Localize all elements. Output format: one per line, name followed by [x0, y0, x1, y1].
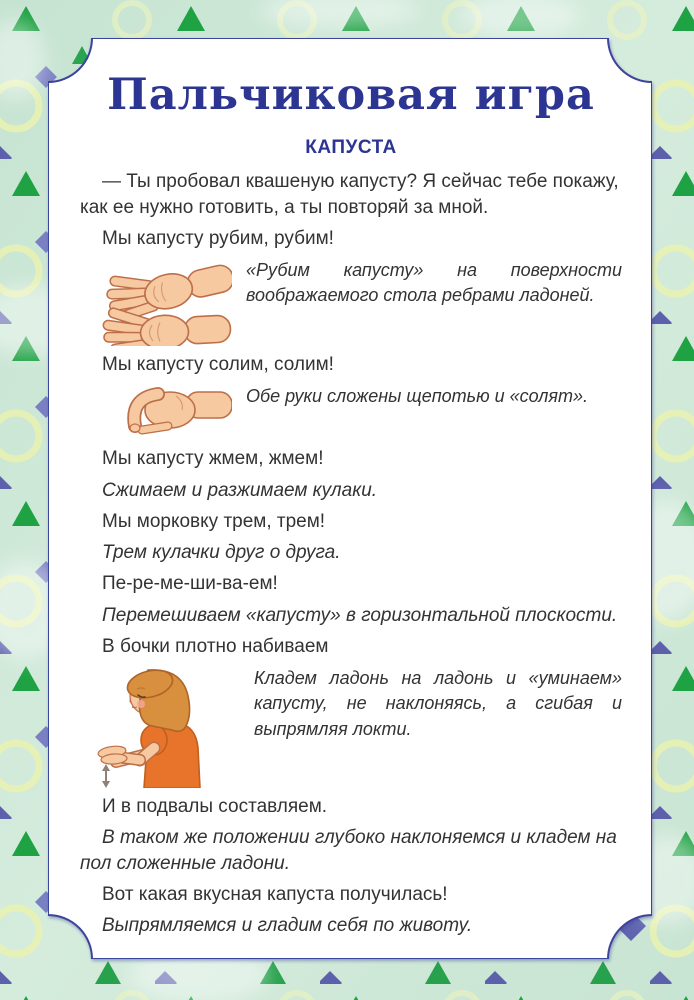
- card-content: [48, 38, 652, 959]
- intro-paragraph: — Ты пробовал квашеную капусту? Я сейчас тебе покажу, как ее нужно готовить, а ты повторяй за мной.: [80, 171, 619, 218]
- motion-arrow-icon: [102, 764, 110, 788]
- verse-line-4: Мы морковку трем, трем!: [102, 510, 326, 532]
- verse-line-6: В бочки плотно набиваем: [102, 635, 329, 657]
- girl-pressing-icon: [90, 662, 240, 788]
- chopping-hands-icon: [100, 254, 232, 346]
- section-title: КАПУСТА: [305, 137, 397, 159]
- figure-caption-3: Кладем ладонь на ладонь и «уминаем» капусту, не наклоняясь, а сгибая и выпрямляя локти.: [254, 668, 622, 739]
- instruction-note-3: Перемешиваем «капусту» в горизонтальной плоскости.: [102, 604, 618, 626]
- figure-caption-2: Обе руки сложены щепотью и «солят».: [246, 386, 589, 407]
- figure-caption-1: «Рубим капусту» на поверхности воображаемого стола ребрами ладоней.: [246, 260, 622, 306]
- instruction-note-1: Сжимаем и разжимаем кулаки.: [102, 479, 378, 501]
- verse-line-8: Вот какая вкусная капуста получилась!: [102, 884, 448, 906]
- verse-line-5: Пе-ре-ме-ши-ва-ем!: [102, 573, 278, 595]
- instruction-note-2: Трем кулачки друг о друга.: [102, 542, 341, 564]
- page-title: Пальчиковая игра: [107, 70, 595, 120]
- verse-line-2: Мы капусту солим, солим!: [102, 354, 334, 376]
- instruction-note-4: В таком же положении глубоко наклоняемся и кладем на пол сложенные ладони.: [80, 827, 617, 874]
- pinching-hand-icon: [114, 380, 232, 440]
- verse-line-1: Мы капусту рубим, рубим!: [102, 227, 334, 249]
- verse-line-7: И в подвалы составляем.: [102, 796, 328, 818]
- figure-row-3: [80, 662, 622, 788]
- figure-row-1: [80, 254, 622, 346]
- verse-line-3: Мы капусту жмем, жмем!: [102, 448, 324, 470]
- instruction-note-5: Выпрямляемся и гладим себя по животу.: [102, 915, 473, 937]
- figure-row-2: [80, 380, 622, 440]
